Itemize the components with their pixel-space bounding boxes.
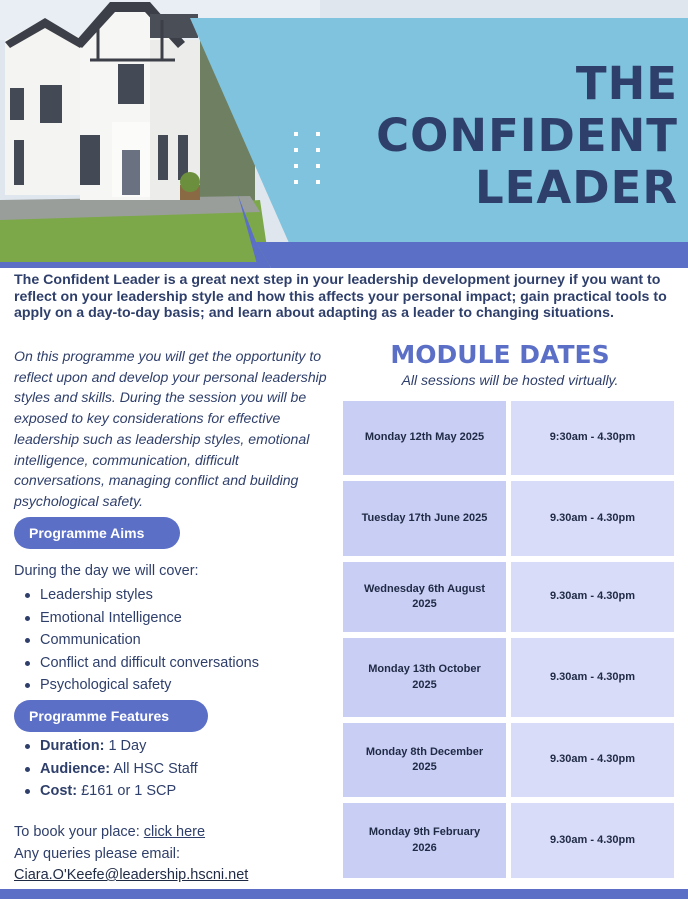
module-dates-heading: MODULE DATES <box>390 340 610 369</box>
booking-prefix: To book your place: <box>14 824 144 840</box>
feature-key: Audience: <box>40 760 111 777</box>
aims-intro: During the day we will cover: <box>14 563 199 579</box>
list-item <box>40 780 198 803</box>
time-cell: 9:30am - 4.30pm <box>511 401 674 475</box>
feature-key: Duration: <box>40 738 105 754</box>
booking-line <box>14 822 248 844</box>
footer-bar <box>0 889 688 899</box>
email-link[interactable]: Ciara.O'Keefe@leadership.hscni.net <box>14 867 249 883</box>
list-item: Leadership styles <box>40 584 259 607</box>
intro-paragraph: The Confident Leader is a great next step in your leadership development journey if you want to reflect on your leadership style and how this affects your personal impact; gain practical tools to apply on a day-to-day basis; and learn about adapting as a leader to changing situations. <box>14 272 667 321</box>
list-item: Emotional Intelligence <box>40 607 259 630</box>
list-item <box>40 758 198 781</box>
feature-value: £161 or 1 SCP <box>77 783 177 799</box>
feature-value: All HSC Staff <box>110 760 198 777</box>
date-cell: Wednesday 6th August 2025 <box>343 562 506 632</box>
title-line: LEADER <box>475 161 678 214</box>
booking-info <box>14 822 248 887</box>
time-cell: 9.30am - 4.30pm <box>511 481 674 556</box>
queries-text: Any queries please email: <box>14 845 181 862</box>
title-line: THE <box>575 57 678 110</box>
programme-aims-heading: Programme Aims <box>14 517 180 549</box>
list-item: Communication <box>40 629 259 652</box>
list-item: Psychological safety <box>40 674 259 697</box>
date-cell: Monday 8th December 2025 <box>343 723 506 797</box>
aims-list <box>40 584 259 697</box>
time-cell: 9.30am - 4.30pm <box>511 803 674 878</box>
title-line: CONFIDENT <box>376 109 678 162</box>
feature-value: 1 Day <box>104 738 147 754</box>
date-cell: Monday 9th February 2026 <box>343 803 506 878</box>
page-title <box>376 58 678 214</box>
features-list <box>40 735 198 803</box>
feature-key: Cost: <box>40 783 78 799</box>
click-here-link[interactable]: click here <box>143 824 206 840</box>
date-cell: Monday 12th May 2025 <box>343 401 506 475</box>
programme-features-heading: Programme Features <box>14 700 208 732</box>
module-dates-subtitle: All sessions will be hosted virtually. <box>401 372 619 388</box>
time-cell: 9.30am - 4.30pm <box>511 562 674 632</box>
programme-description: On this programme you will get the opportunity to reflect upon and develop your personal leadership styles and skills. During the session you will be exposed to key considerations for effective leadership such as leadership styles, emotional intelligence, communication, difficult conversations, managing conflict and building psychological safety. <box>14 348 327 509</box>
list-item <box>40 735 198 758</box>
date-cell: Tuesday 17th June 2025 <box>343 481 506 556</box>
list-item: Conflict and difficult conversations <box>40 652 259 675</box>
time-cell: 9.30am - 4.30pm <box>511 638 674 717</box>
date-cell: Monday 13th October 2025 <box>343 638 506 717</box>
header-banner <box>0 0 688 268</box>
decorative-dots <box>292 130 326 190</box>
time-cell: 9.30am - 4.30pm <box>511 723 674 797</box>
